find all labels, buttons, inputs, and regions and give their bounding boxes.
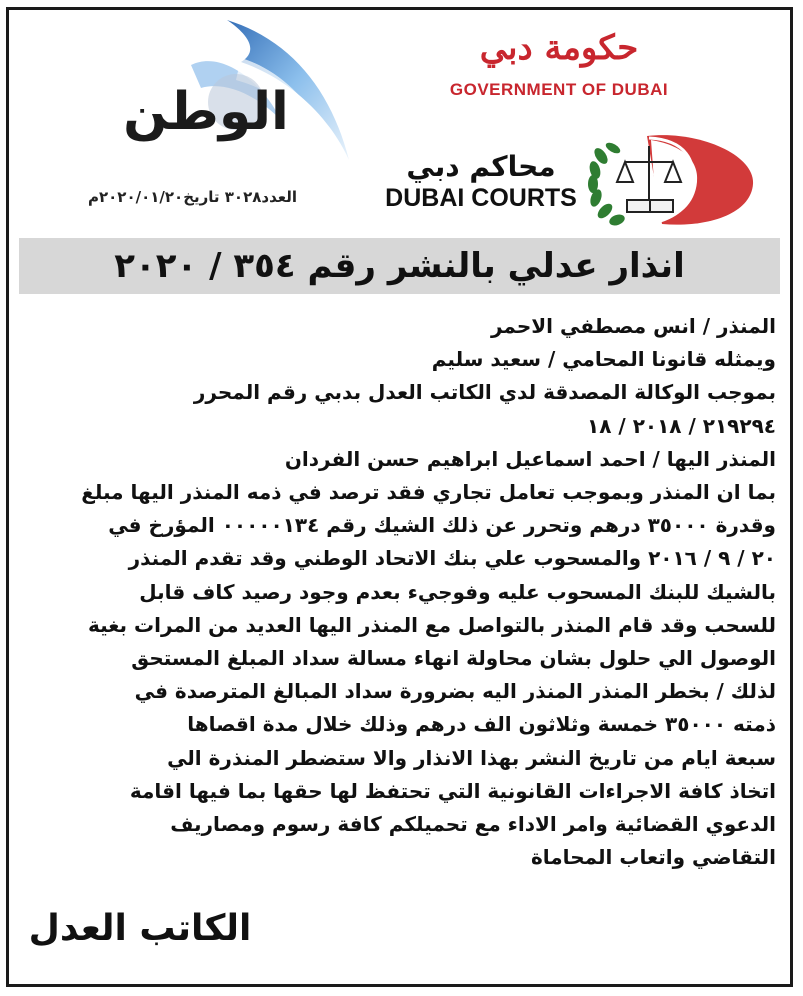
notice-line: سبعة ايام من تاريخ النشر بهذا الانذار والا ستضطر المنذرة الي xyxy=(167,745,776,770)
notice-line: الدعوي القضائية وامر الاداء مع تحميلكم كافة رسوم ومصاريف xyxy=(170,812,776,837)
notice-line: بالشيك للبنك المسحوب عليه وفوجيء بعدم وجود رصيد كاف قابل xyxy=(139,579,776,604)
notice-line: لذلك / بخطر المنذر المنذر اليه بضرورة سداد المبالغ المترصدة في xyxy=(134,679,776,704)
issue-date: العدد٣٠٢٨ تاريخ٢٠٢٠/٠١/٢٠م xyxy=(87,188,297,206)
courts-name-ar: محاكم دبي xyxy=(406,150,556,183)
notice-line: بما ان المنذر وبموجب تعامل تجاري فقد ترصد في ذمه المنذر اليها مبلغ xyxy=(81,480,776,505)
notice-line: المنذر اليها / احمد اسماعيل ابراهيم حسن الفردان xyxy=(284,446,776,471)
notice-body xyxy=(21,310,776,874)
notice-title-bar xyxy=(19,238,780,294)
notice-frame xyxy=(6,7,793,987)
notice-line: ذمته ٣٥٠٠٠ خمسة وثلاثون الف درهم وذلك خلال مدة اقصاها xyxy=(187,712,776,737)
header xyxy=(9,10,790,232)
notice-line: وقدرة ٣٥٠٠٠ درهم وتحرر عن ذلك الشيك رقم ٠٠٠٠٠١٣٤ المؤرخ في xyxy=(108,513,776,538)
courts-name-en: DUBAI COURTS xyxy=(385,184,577,212)
notice-line: التقاضي واتعاب المحاماة xyxy=(530,845,776,870)
notice-line: الوصول الي حلول بشان محاولة انهاء مسالة سداد المبلغ المستحق xyxy=(131,646,776,671)
notice-line: اتخاذ كافة الاجراءات القانونية التي تحتفظ لها حقها بما فيها اقامة xyxy=(129,778,776,803)
notice-line: ويمثله قانونا المحامي / سعيد سليم xyxy=(431,347,776,372)
notary-signature: الكاتب العدل xyxy=(28,908,252,949)
government-name-ar: حكومة دبي xyxy=(479,28,639,68)
scales-of-justice-icon xyxy=(587,134,757,228)
notice-line: ٢٠ / ٩ / ٢٠١٦ والمسحوب علي بنك الاتحاد الوطني وقد تقدم المنذر xyxy=(128,546,776,571)
notice-line: للسحب وقد قام المنذر بالتواصل مع المنذر اليها العديد من المرات بغية xyxy=(87,612,776,637)
notice-title: انذار عدلي بالنشر رقم ٣٥٤ / ٢٠٢٠ xyxy=(114,246,685,286)
notice-line: المنذر / انس مصطفي الاحمر xyxy=(490,314,776,338)
government-name-en: GOVERNMENT OF DUBAI xyxy=(449,80,669,99)
notice-line: بموجب الوكالة المصدقة لدي الكاتب العدل بدبي رقم المحرر xyxy=(193,380,776,405)
government-logo xyxy=(419,24,699,124)
notice-line: ٢١٩٢٩٤ / ٢٠١٨ / ١٨ xyxy=(587,413,776,438)
newspaper-name: الوطن xyxy=(123,82,289,142)
